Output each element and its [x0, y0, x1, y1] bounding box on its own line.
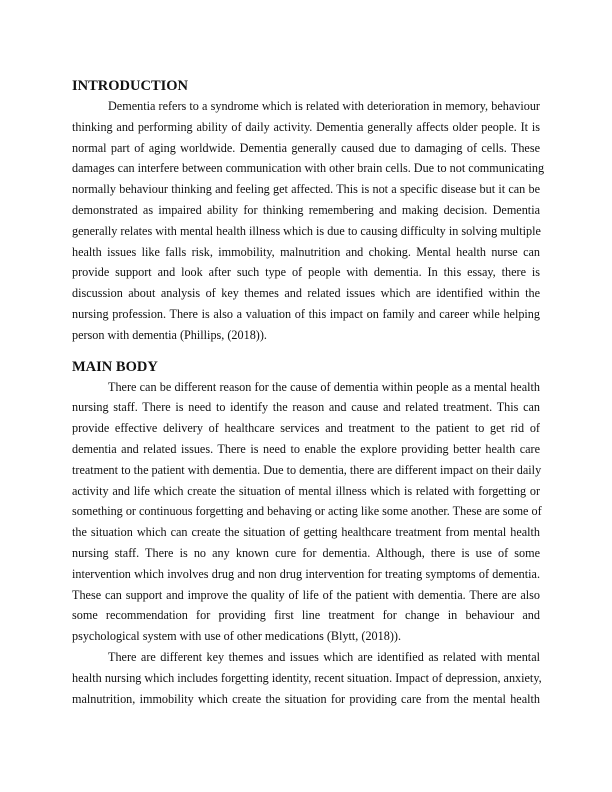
text-line: provide effective delivery of healthcare services and treatment to the patient to get rid of — [72, 421, 540, 436]
text-line: psychological system with use of other medications (Blytt, (2018)). — [72, 629, 402, 644]
text-line: activity and life which create the situation of mental illness which is related with forgetting or — [72, 483, 540, 498]
text-line: There can be different reason for the cause of dementia within people as a mental health — [108, 379, 540, 394]
text-line: health nursing which includes forgetting identity, recent situation. Impact of depression, anxiety, — [72, 670, 542, 685]
body-paragraph — [72, 647, 540, 709]
document-page — [72, 76, 545, 709]
text-line: intervention which involves drug and non drug intervention for treating symptoms of dementia. — [72, 566, 540, 581]
text-line: discussion about analysis of key themes and related issues which are identified within the — [72, 286, 540, 301]
body-paragraph — [72, 96, 545, 346]
section-gap — [72, 346, 540, 357]
text-line: Dementia refers to a syndrome which is related with deterioration in memory, behaviour — [108, 99, 540, 113]
body-paragraph — [72, 377, 540, 647]
section-heading: INTRODUCTION — [72, 78, 189, 94]
text-line: nursing staff. There is no any known cure for dementia. Although, there is use of some — [72, 545, 540, 560]
text-line: thinking and performing ability of daily activity. Dementia generally affects older people. It is — [72, 119, 540, 134]
text-line: normal part of aging worldwide. Dementia generally caused due to damaging of cells. These — [72, 140, 540, 155]
text-line: health issues like falls risk, immobility, malnutrition and choking. Mental health nurse can — [72, 244, 540, 259]
text-line: person with dementia (Phillips, (2018)). — [72, 327, 267, 342]
text-line: malnutrition, immobility which create the situation for providing care from the mental health — [72, 691, 540, 706]
text-line: These can support and improve the quality of life of the patient with dementia. There are also — [72, 587, 540, 602]
text-line: generally relates with mental health illness which is due to causing difficulty in solving multiple — [72, 223, 541, 238]
text-line: nursing profession. There is also a valuation of this impact on family and career while helping — [72, 306, 540, 321]
text-line: something or continuous forgetting and behaving or acting like some another. These are some of — [72, 504, 542, 519]
text-line: treatment to the patient with dementia. Due to dementia, there are different impact on their daily — [72, 462, 542, 477]
section-heading: MAIN BODY — [72, 358, 158, 375]
text-line: damages can interfere between communication with other brain cells. Due to not communicating — [72, 161, 545, 176]
text-line: demonstrated as impaired ability for thinking remembering and making decision. Dementia — [72, 202, 540, 217]
text-line: normally behaviour thinking and feeling get affected. This is not a specific disease but it can be — [72, 182, 540, 197]
text-line: the situation which can create the situation of getting healthcare treatment from mental health — [72, 525, 540, 540]
text-line: provide support and look after such type of people with dementia. In this essay, there is — [72, 265, 540, 280]
text-line: dementia and related issues. There is need to enable the explore providing better health care — [72, 441, 540, 456]
text-line: some recommendation for providing first line treatment for change in behaviour and — [72, 608, 540, 623]
text-line: nursing staff. There is need to identify the reason and cause and related treatment. This can — [72, 400, 540, 415]
text-line: There are different key themes and issues which are identified as related with mental — [108, 649, 540, 664]
